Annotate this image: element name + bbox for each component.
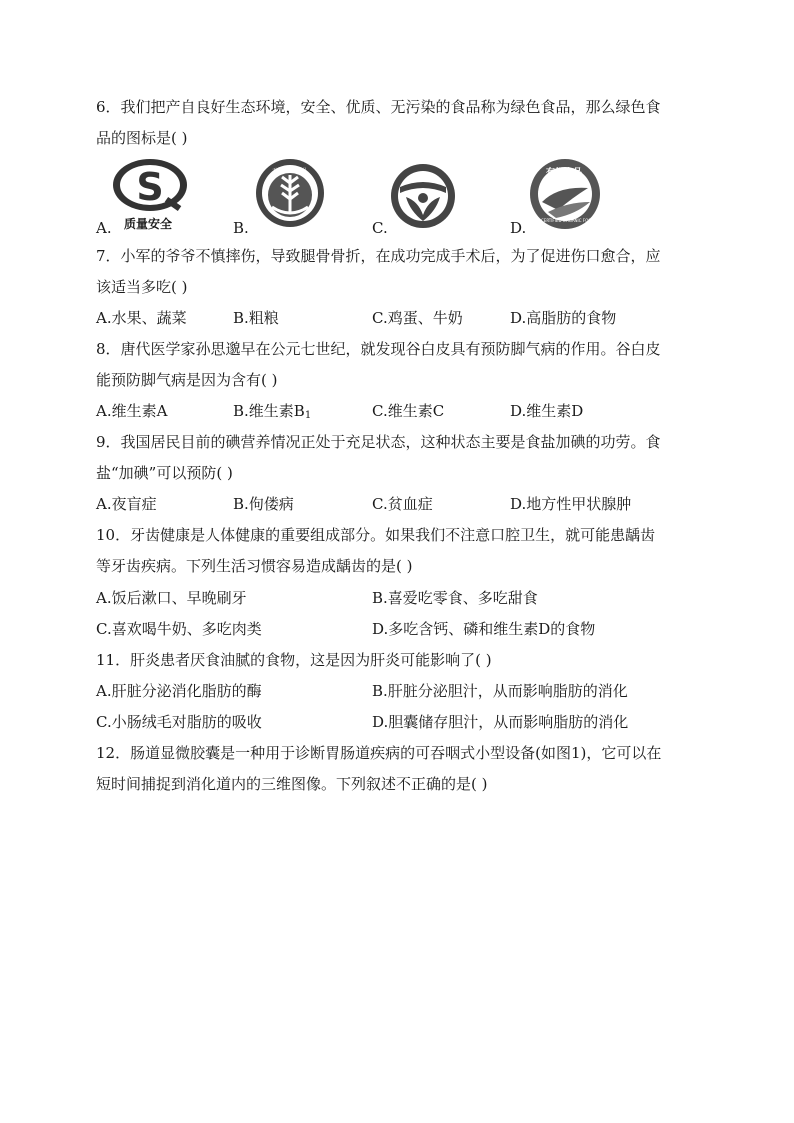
q6-stem-line2: 品的图标是( ) xyxy=(96,129,188,147)
q6-option-c: C. xyxy=(372,219,388,237)
q11-stem-line1: 11．肝炎患者厌食油腻的食物，这是因为肝炎可能影响了( ) xyxy=(96,651,492,669)
q10-stem-line1: 10．牙齿健康是人体健康的重要组成部分。如果我们不注意口腔卫生，就可能患龋齿 xyxy=(96,526,656,544)
q8-option-a: A.维生素A xyxy=(96,402,168,420)
organic-food-logo xyxy=(528,158,602,230)
q9-option-d: D.地方性甲状腺肿 xyxy=(510,495,632,513)
q8-option-b xyxy=(233,401,311,426)
q11-option-a: A.肝脏分泌消化脂肪的酶 xyxy=(96,682,262,700)
q10-option-b: B.喜爱吃零食、多吃甜食 xyxy=(372,589,538,607)
q7-option-d: D.高脂肪的食物 xyxy=(510,309,617,327)
organic-logo-title: 有机食品 xyxy=(546,168,583,178)
q8-option-c: C.维生素C xyxy=(372,402,445,420)
q8-option-d: D.维生素D xyxy=(510,402,584,420)
q6-option-b: B. xyxy=(233,219,249,237)
q6-option-a: A. xyxy=(96,219,112,237)
q9-stem-line1: 9．我国居民目前的碘营养情况正处于充足状态，这种状态主要是食盐加碘的功劳。食 xyxy=(96,433,661,451)
q12-stem-line1: 12．肠道显微胶囊是一种用于诊断胃肠道疾病的可吞咽式小型设备(如图1)，它可以在 xyxy=(96,744,662,762)
q11-option-c: C.小肠绒毛对脂肪的吸收 xyxy=(96,713,262,731)
q9-stem-line2: 盐“加碘”可以预防( ) xyxy=(96,464,233,482)
q10-option-a: A.饭后漱口、早晚刷牙 xyxy=(96,589,247,607)
pollution-free-logo xyxy=(254,157,326,229)
q7-option-a: A.水果、蔬菜 xyxy=(96,309,187,327)
q7-stem-line2: 该适当多吃( ) xyxy=(96,278,188,296)
q8-option-b-subscript: 1 xyxy=(304,410,312,421)
q7-stem-line1: 7．小军的爷爷不慎摔伤，导致腿骨骨折，在成功完成手术后，为了促进伤口愈合，应 xyxy=(96,247,661,265)
q7-option-b: B.粗粮 xyxy=(233,309,279,327)
qs-quality-safety-logo xyxy=(110,157,190,233)
qs-logo-text: 质量安全 xyxy=(124,217,173,231)
q11-option-d: D.胆囊储存胆汁，从而影响脂肪的消化 xyxy=(372,713,629,731)
q9-option-b: B.佝偻病 xyxy=(233,495,294,513)
q11-option-b: B.肝脏分泌胆汁，从而影响脂肪的消化 xyxy=(372,682,628,700)
green-food-icon xyxy=(388,163,458,229)
q10-option-d: D.多吃含钙、磷和维生素D的食物 xyxy=(372,620,596,638)
q9-option-c: C.贫血症 xyxy=(372,495,433,513)
q6-stem-line1: 6．我们把产自良好生态环境，安全、优质、无污染的食品称为绿色食品，那么绿色食 xyxy=(96,98,661,116)
q6-option-d: D. xyxy=(510,219,527,237)
q8-stem-line2: 能预防脚气病是因为含有( ) xyxy=(96,371,278,389)
svg-text:S: S xyxy=(136,165,164,209)
q12-stem-line2: 短时间捕捉到消化道内的三维图像。下列叙述不正确的是( ) xyxy=(96,775,488,793)
organic-logo-ring-text: CERTIFIED ORGANIC FOOD xyxy=(541,218,595,223)
q7-option-c: C.鸡蛋、牛奶 xyxy=(372,309,463,327)
q10-stem-line2: 等牙齿疾病。下列生活习惯容易造成龋齿的是( ) xyxy=(96,557,413,575)
q10-option-c: C.喜欢喝牛奶、多吃肉类 xyxy=(96,620,262,638)
green-food-logo xyxy=(388,163,458,229)
q9-option-a: A.夜盲症 xyxy=(96,495,157,513)
q8-stem-line1: 8．唐代医学家孙思邈早在公元七世纪，就发现谷白皮具有预防脚气病的作用。谷白皮 xyxy=(96,340,661,358)
pollution-free-logo-text: 无公害农产品 xyxy=(272,168,309,174)
q8-option-b-text: B.维生素B xyxy=(233,402,305,420)
